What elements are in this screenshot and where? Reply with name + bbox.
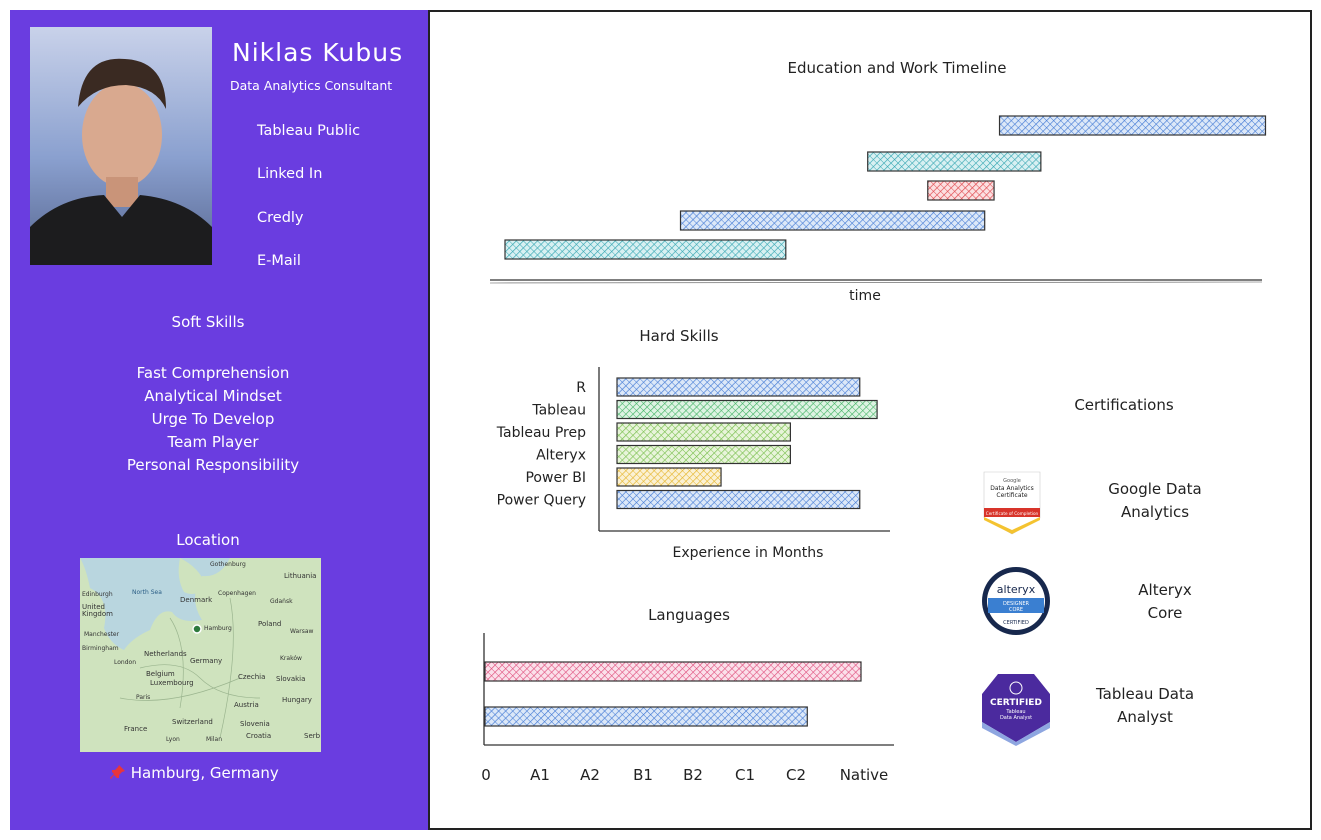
language-tick-label: C1	[734, 766, 756, 784]
map-label: Lithuania	[284, 572, 317, 580]
map-label: Denmark	[180, 596, 213, 604]
map-label: North Sea	[132, 589, 162, 596]
map-label: Belgium	[146, 670, 175, 678]
map-label: Switzerland	[172, 718, 213, 726]
skill-label: Alteryx	[536, 447, 586, 464]
cert-label-line: Tableau Data	[1095, 685, 1195, 703]
cert-alteryx-label	[1100, 579, 1230, 625]
map-label: Luxembourg	[150, 679, 194, 687]
skill-bar	[617, 446, 790, 464]
language-tick-label: C2	[785, 766, 807, 784]
map-label: Kraków	[280, 655, 302, 662]
map-label: Edinburgh	[82, 591, 113, 598]
timeline-bar	[1000, 116, 1266, 135]
map-label: Lyon	[166, 736, 180, 743]
language-tick-label: A1	[530, 766, 550, 784]
skill-label: Power BI	[525, 470, 586, 486]
languages-bars	[485, 662, 861, 726]
cert-tableau-label	[1075, 683, 1215, 729]
soft-skill-item: Fast Comprehension	[136, 364, 290, 382]
cert-label-line: Google Data	[1108, 480, 1202, 498]
map-label: Poland	[258, 620, 282, 628]
credly-link[interactable]: Credly	[257, 210, 304, 226]
cert-google-label	[1090, 478, 1220, 524]
map-label: Hamburg	[204, 625, 232, 632]
google-badge-text: Data Analytics	[990, 485, 1034, 492]
skill-label: Power Query	[496, 492, 586, 509]
soft-skill-item: Analytical Mindset	[144, 387, 282, 405]
map-label: Germany	[190, 657, 223, 665]
timeline-xlabel: time	[849, 288, 881, 304]
map-label: Croatia	[246, 732, 272, 740]
soft-skill-item: Team Player	[167, 433, 259, 451]
language-tick-label: B1	[633, 766, 653, 784]
timeline-bar	[868, 152, 1041, 171]
skill-label: Tableau	[532, 402, 586, 419]
map-label: United Kingdom	[82, 603, 113, 618]
map-label: Hungary	[282, 696, 312, 704]
tableau-certificate-badge-icon[interactable]	[982, 674, 1050, 746]
language-tick-label: A2	[580, 766, 600, 784]
language-tick-label: Native	[839, 766, 889, 784]
map-label: Milan	[206, 736, 222, 743]
map-label: Gdańsk	[270, 598, 293, 605]
language-bar	[485, 662, 861, 681]
skill-bar	[617, 423, 790, 441]
skill-bar	[617, 401, 877, 419]
languages-ticks	[481, 766, 888, 784]
location-city: Hamburg, Germany	[130, 764, 279, 782]
map-label: Slovakia	[276, 675, 306, 683]
skill-label: Tableau Prep	[496, 425, 586, 441]
google-badge-text: Google	[1003, 478, 1021, 484]
certifications-title: Certifications	[1074, 396, 1174, 414]
map-label: Paris	[136, 694, 151, 701]
skill-label: R	[576, 380, 586, 396]
profile-role: Data Analytics Consultant	[230, 78, 393, 93]
soft-skill-item: Personal Responsibility	[126, 456, 300, 474]
map-label: Birmingham	[82, 645, 119, 652]
location-title: Location	[176, 531, 240, 549]
map-label: Gothenburg	[210, 561, 246, 568]
tableau-badge-text: CERTIFIED	[990, 698, 1042, 708]
cert-label-line: Analyst	[1117, 708, 1173, 726]
timeline-bar	[505, 240, 786, 259]
google-badge-text: Certificate of Completion	[985, 511, 1039, 516]
language-tick-label: 0	[481, 766, 491, 784]
cert-label-line: Alteryx	[1138, 581, 1192, 599]
timeline-title: Education and Work Timeline	[787, 59, 1007, 77]
soft-skill-item: Urge To Develop	[151, 410, 275, 428]
timeline-axis-shadow	[490, 282, 1262, 283]
map-label: Slovenia	[240, 720, 270, 728]
languages-title: Languages	[648, 606, 730, 624]
timeline-bar	[681, 211, 985, 230]
hard-skills-xlabel: Experience in Months	[672, 545, 824, 561]
map-label: Netherlands	[144, 650, 187, 658]
language-bar	[485, 707, 807, 726]
alteryx-badge-text: DESIGNER	[1003, 601, 1029, 607]
google-certificate-badge-icon[interactable]	[984, 472, 1040, 534]
hard-skills-bars	[496, 378, 877, 509]
language-tick-label: B2	[683, 766, 703, 784]
map-label: Austria	[234, 701, 259, 709]
tableau-public-link[interactable]: Tableau Public	[257, 123, 361, 139]
hard-skills-title: Hard Skills	[639, 327, 719, 345]
map-label: Copenhagen	[218, 590, 256, 597]
soft-skills-title: Soft Skills	[171, 313, 245, 331]
skill-bar	[617, 468, 721, 486]
linkedin-link[interactable]: Linked In	[257, 166, 323, 182]
alteryx-badge-text: alteryx	[996, 583, 1036, 596]
alteryx-badge-text: CORE	[1008, 607, 1024, 613]
timeline-bar	[928, 181, 994, 200]
tableau-badge-text: Data Analyst	[999, 715, 1033, 721]
profile-name: Niklas Kubus	[232, 38, 404, 67]
map-label: Manchester	[84, 631, 120, 638]
google-badge-text: Certificate	[996, 492, 1028, 499]
skill-bar	[617, 491, 860, 509]
tableau-badge-text: Tableau	[1006, 709, 1026, 715]
email-link[interactable]: E-Mail	[257, 253, 301, 269]
map-label: Czechia	[238, 673, 266, 681]
cert-label-line: Core	[1147, 604, 1183, 622]
map-label: Serb	[304, 732, 321, 740]
map-label: London	[114, 659, 136, 666]
skill-bar	[617, 378, 860, 396]
alteryx-badge-text: CERTIFIED	[1003, 620, 1029, 626]
timeline-bars	[505, 116, 1266, 259]
map-label: Warsaw	[290, 628, 314, 635]
map-label: France	[124, 725, 148, 733]
cert-label-line: Analytics	[1120, 503, 1190, 521]
alteryx-certificate-badge-icon[interactable]	[982, 567, 1050, 635]
